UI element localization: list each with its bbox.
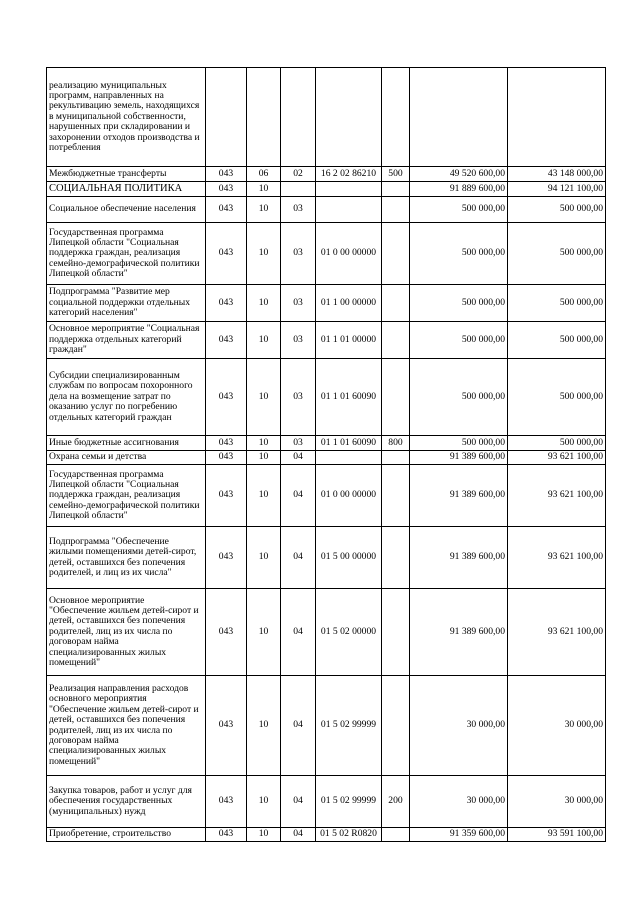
sum2-cell: 30 000,00: [508, 776, 606, 828]
vr-cell: [382, 322, 410, 359]
ved-cell: 043: [206, 589, 247, 676]
rz-cell: 10: [247, 828, 281, 842]
sum1-cell: 500 000,00: [410, 223, 508, 285]
vr-cell: [382, 828, 410, 842]
row-name: Закупка товаров, работ и услуг для обеспечения государственных (муниципальных) нужд: [47, 776, 206, 828]
sum1-cell: 500 000,00: [410, 197, 508, 223]
sum2-cell: 93 621 100,00: [508, 451, 606, 465]
vr-cell: 500: [382, 167, 410, 182]
rz-cell: 10: [247, 322, 281, 359]
sum2-cell: 93 621 100,00: [508, 465, 606, 527]
table-row: [47, 451, 606, 465]
table-body: [47, 68, 606, 842]
row-name: Иные бюджетные ассигнования: [47, 436, 206, 451]
sum1-cell: 500 000,00: [410, 322, 508, 359]
csr-cell: [316, 197, 382, 223]
rz-cell: 06: [247, 167, 281, 182]
ved-cell: 043: [206, 167, 247, 182]
table-row: [47, 197, 606, 223]
rz-cell: 10: [247, 223, 281, 285]
table-row: [47, 527, 606, 589]
table-row: [47, 436, 606, 451]
pr-cell: [281, 182, 316, 197]
sum1-cell: 91 889 600,00: [410, 182, 508, 197]
table-row: [47, 223, 606, 285]
ved-cell: 043: [206, 197, 247, 223]
table-row: [47, 465, 606, 527]
pr-cell: 04: [281, 465, 316, 527]
sum2-cell: 500 000,00: [508, 285, 606, 322]
ved-cell: 043: [206, 359, 247, 436]
vr-cell: [382, 465, 410, 527]
pr-cell: 04: [281, 451, 316, 465]
table-row: [47, 828, 606, 842]
ved-cell: [206, 68, 247, 167]
ved-cell: 043: [206, 465, 247, 527]
rz-cell: 10: [247, 776, 281, 828]
row-name: Приобретение, строительство: [47, 828, 206, 842]
vr-cell: 200: [382, 776, 410, 828]
rz-cell: 10: [247, 676, 281, 776]
csr-cell: 01 1 01 60090: [316, 359, 382, 436]
sum1-cell: 49 520 600,00: [410, 167, 508, 182]
sum1-cell: 30 000,00: [410, 776, 508, 828]
sum1-cell: 91 389 600,00: [410, 451, 508, 465]
rz-cell: 10: [247, 359, 281, 436]
vr-cell: [382, 182, 410, 197]
pr-cell: 04: [281, 527, 316, 589]
ved-cell: 043: [206, 322, 247, 359]
csr-cell: 01 5 02 00000: [316, 589, 382, 676]
sum2-cell: [508, 68, 606, 167]
pr-cell: 04: [281, 589, 316, 676]
document-page: [46, 67, 606, 842]
sum1-cell: 91 359 600,00: [410, 828, 508, 842]
vr-cell: [382, 68, 410, 167]
csr-cell: 01 5 02 99999: [316, 676, 382, 776]
ved-cell: 043: [206, 527, 247, 589]
pr-cell: 04: [281, 828, 316, 842]
ved-cell: 043: [206, 676, 247, 776]
sum1-cell: 500 000,00: [410, 359, 508, 436]
row-name: Государственная программа Липецкой области "Социальная поддержка граждан, реализация семейно-демографической политики Липецкой области": [47, 465, 206, 527]
pr-cell: 04: [281, 776, 316, 828]
ved-cell: 043: [206, 285, 247, 322]
pr-cell: 03: [281, 322, 316, 359]
ved-cell: 043: [206, 828, 247, 842]
csr-cell: 01 5 00 00000: [316, 527, 382, 589]
row-name: СОЦИАЛЬНАЯ ПОЛИТИКА: [47, 182, 206, 197]
sum1-cell: 30 000,00: [410, 676, 508, 776]
csr-cell: 01 1 01 60090: [316, 436, 382, 451]
sum1-cell: 500 000,00: [410, 436, 508, 451]
vr-cell: [382, 223, 410, 285]
sum2-cell: 500 000,00: [508, 322, 606, 359]
row-name: Основное мероприятие "Обеспечение жильем детей-сирот и детей, оставшихся без попечения родителей, лиц из их числа по договорам найма специализированных жилых помещений": [47, 589, 206, 676]
sum2-cell: 93 621 100,00: [508, 527, 606, 589]
sum1-cell: 91 389 600,00: [410, 589, 508, 676]
table-row: [47, 285, 606, 322]
row-name: Государственная программа Липецкой области "Социальная поддержка граждан, реализация семейно-демографической политики Липецкой области": [47, 223, 206, 285]
table-row: [47, 167, 606, 182]
rz-cell: 10: [247, 197, 281, 223]
sum2-cell: 93 591 100,00: [508, 828, 606, 842]
pr-cell: 03: [281, 197, 316, 223]
vr-cell: [382, 527, 410, 589]
sum2-cell: 500 000,00: [508, 436, 606, 451]
sum2-cell: 500 000,00: [508, 197, 606, 223]
pr-cell: 03: [281, 285, 316, 322]
csr-cell: 01 0 00 00000: [316, 223, 382, 285]
row-name: Реализация направления расходов основного мероприятия "Обеспечение жильем детей-сирот и детей, оставшихся без попечения родителей, лиц из их числа по договорам найма специализированных жилых помещений": [47, 676, 206, 776]
rz-cell: 10: [247, 451, 281, 465]
sum2-cell: 30 000,00: [508, 676, 606, 776]
sum2-cell: 93 621 100,00: [508, 589, 606, 676]
row-name: Межбюджетные трансферты: [47, 167, 206, 182]
row-name: реализацию муниципальных программ, направленных на рекультивацию земель, находящихся в муниципальной собственности, нарушенных при складировании и захоронении отходов производства и потребления: [47, 68, 206, 167]
csr-cell: 01 1 00 00000: [316, 285, 382, 322]
row-name: Основное мероприятие "Социальная поддержка отдельных категорий граждан": [47, 322, 206, 359]
pr-cell: 04: [281, 676, 316, 776]
ved-cell: 043: [206, 223, 247, 285]
rz-cell: 10: [247, 182, 281, 197]
vr-cell: [382, 676, 410, 776]
ved-cell: 043: [206, 776, 247, 828]
csr-cell: 01 5 02 99999: [316, 776, 382, 828]
sum2-cell: 43 148 000,00: [508, 167, 606, 182]
pr-cell: 02: [281, 167, 316, 182]
csr-cell: 01 5 02 R0820: [316, 828, 382, 842]
row-name: Подпрограмма "Обеспечение жилыми помещениями детей-сирот, детей, оставшихся без попечения родителей, и лиц из их числа": [47, 527, 206, 589]
vr-cell: [382, 359, 410, 436]
rz-cell: 10: [247, 436, 281, 451]
sum2-cell: 94 121 100,00: [508, 182, 606, 197]
ved-cell: 043: [206, 182, 247, 197]
row-name: Охрана семьи и детства: [47, 451, 206, 465]
table-row: [47, 182, 606, 197]
table-row: [47, 359, 606, 436]
pr-cell: 03: [281, 223, 316, 285]
vr-cell: [382, 589, 410, 676]
vr-cell: [382, 451, 410, 465]
csr-cell: [316, 182, 382, 197]
pr-cell: 03: [281, 359, 316, 436]
sum2-cell: 500 000,00: [508, 359, 606, 436]
row-name: Подпрограмма "Развитие мер социальной поддержки отдельных категорий населения": [47, 285, 206, 322]
ved-cell: 043: [206, 436, 247, 451]
sum2-cell: 500 000,00: [508, 223, 606, 285]
table-row: [47, 776, 606, 828]
row-name: Социальное обеспечение населения: [47, 197, 206, 223]
row-name: Субсидии специализированным службам по вопросам похоронного дела на возмещение затрат по оказанию услуг по погребению отдельных категорий граждан: [47, 359, 206, 436]
vr-cell: 800: [382, 436, 410, 451]
pr-cell: [281, 68, 316, 167]
pr-cell: 03: [281, 436, 316, 451]
rz-cell: 10: [247, 589, 281, 676]
rz-cell: 10: [247, 465, 281, 527]
rz-cell: 10: [247, 285, 281, 322]
rz-cell: 10: [247, 527, 281, 589]
table-row: [47, 589, 606, 676]
csr-cell: [316, 68, 382, 167]
csr-cell: 16 2 02 86210: [316, 167, 382, 182]
csr-cell: 01 0 00 00000: [316, 465, 382, 527]
table-row: [47, 68, 606, 167]
rz-cell: [247, 68, 281, 167]
vr-cell: [382, 197, 410, 223]
sum1-cell: 91 389 600,00: [410, 527, 508, 589]
csr-cell: 01 1 01 00000: [316, 322, 382, 359]
sum1-cell: 500 000,00: [410, 285, 508, 322]
budget-table: [46, 67, 606, 842]
table-row: [47, 676, 606, 776]
vr-cell: [382, 285, 410, 322]
ved-cell: 043: [206, 451, 247, 465]
table-row: [47, 322, 606, 359]
csr-cell: [316, 451, 382, 465]
sum1-cell: 91 389 600,00: [410, 465, 508, 527]
sum1-cell: [410, 68, 508, 167]
